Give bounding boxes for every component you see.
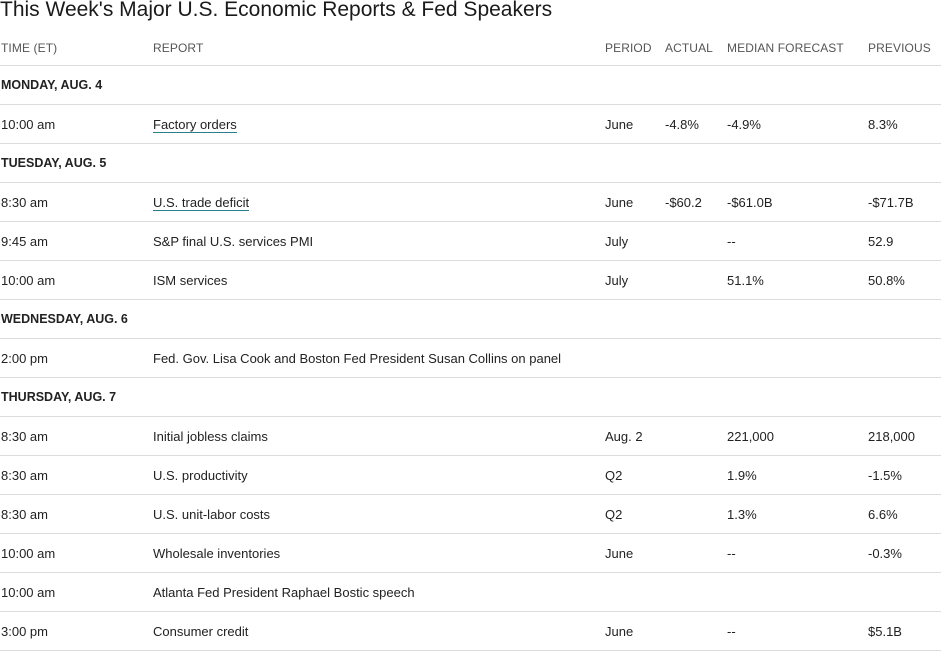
period-cell: June — [604, 534, 664, 573]
actual-cell — [664, 573, 726, 612]
table-row — [0, 534, 941, 573]
day-header-row — [0, 378, 941, 417]
time-cell: 8:30 am — [0, 495, 152, 534]
period-cell: June — [604, 183, 664, 222]
time-cell: 10:00 am — [0, 534, 152, 573]
table-row — [0, 417, 941, 456]
actual-cell — [664, 495, 726, 534]
median-forecast-cell: 1.3% — [726, 495, 867, 534]
report-cell: S&P final U.S. services PMI — [152, 222, 604, 261]
median-forecast-cell: -- — [726, 534, 867, 573]
median-forecast-cell: 51.1% — [726, 261, 867, 300]
time-cell: 8:30 am — [0, 183, 152, 222]
period-cell: Aug. 2 — [604, 417, 664, 456]
table-row — [0, 495, 941, 534]
day-header-row — [0, 66, 941, 105]
period-cell: Q2 — [604, 456, 664, 495]
time-cell: 10:00 am — [0, 105, 152, 144]
column-header-report: REPORT — [152, 31, 604, 66]
column-header-median-forecast: MEDIAN FORECAST — [726, 31, 867, 66]
report-cell: ISM services — [152, 261, 604, 300]
day-header-row — [0, 144, 941, 183]
period-cell — [604, 339, 664, 378]
median-forecast-cell — [726, 339, 867, 378]
day-label: WEDNESDAY, AUG. 6 — [0, 300, 941, 339]
page-title: This Week's Major U.S. Economic Reports & Fed Speakers — [0, 0, 553, 21]
report-link[interactable]: U.S. trade deficit — [153, 194, 250, 210]
previous-cell: -0.3% — [867, 534, 941, 573]
period-cell: July — [604, 222, 664, 261]
table-header-row — [0, 31, 941, 66]
time-cell: 3:00 pm — [0, 612, 152, 651]
previous-cell — [867, 573, 941, 612]
report-cell: U.S. unit-labor costs — [152, 495, 604, 534]
report-cell: Atlanta Fed President Raphael Bostic speech — [152, 573, 604, 612]
column-header-actual: ACTUAL — [664, 31, 726, 66]
period-cell — [604, 573, 664, 612]
table-row — [0, 183, 941, 222]
day-label: TUESDAY, AUG. 5 — [0, 144, 941, 183]
time-cell: 2:00 pm — [0, 339, 152, 378]
actual-cell — [664, 612, 726, 651]
time-cell: 10:00 am — [0, 573, 152, 612]
time-cell: 10:00 am — [0, 261, 152, 300]
median-forecast-cell: 1.9% — [726, 456, 867, 495]
median-forecast-cell: 221,000 — [726, 417, 867, 456]
previous-cell: -$71.7B — [867, 183, 941, 222]
report-cell: U.S. productivity — [152, 456, 604, 495]
table-row — [0, 222, 941, 261]
period-cell: June — [604, 612, 664, 651]
actual-cell — [664, 417, 726, 456]
table-body — [0, 66, 941, 651]
day-header-row — [0, 300, 941, 339]
economic-calendar-table — [0, 31, 941, 651]
actual-cell — [664, 261, 726, 300]
column-header-time: TIME (ET) — [0, 31, 152, 66]
median-forecast-cell — [726, 573, 867, 612]
actual-cell: -$60.2 — [664, 183, 726, 222]
table-row — [0, 573, 941, 612]
day-label: THURSDAY, AUG. 7 — [0, 378, 941, 417]
previous-cell: 6.6% — [867, 495, 941, 534]
previous-cell: 8.3% — [867, 105, 941, 144]
report-link[interactable]: Factory orders — [153, 116, 237, 132]
column-header-period: PERIOD — [604, 31, 664, 66]
previous-cell: 218,000 — [867, 417, 941, 456]
previous-cell: 50.8% — [867, 261, 941, 300]
time-cell: 8:30 am — [0, 456, 152, 495]
report-cell — [152, 183, 604, 222]
column-header-previous: PREVIOUS — [867, 31, 941, 66]
table-row — [0, 339, 941, 378]
previous-cell — [867, 339, 941, 378]
median-forecast-cell: -4.9% — [726, 105, 867, 144]
actual-cell: -4.8% — [664, 105, 726, 144]
table-row — [0, 105, 941, 144]
time-cell: 8:30 am — [0, 417, 152, 456]
actual-cell — [664, 456, 726, 495]
period-cell: July — [604, 261, 664, 300]
table-row — [0, 456, 941, 495]
median-forecast-cell: -- — [726, 222, 867, 261]
actual-cell — [664, 339, 726, 378]
report-cell: Initial jobless claims — [152, 417, 604, 456]
period-cell: Q2 — [604, 495, 664, 534]
time-cell: 9:45 am — [0, 222, 152, 261]
actual-cell — [664, 222, 726, 261]
previous-cell: $5.1B — [867, 612, 941, 651]
table-row — [0, 612, 941, 651]
median-forecast-cell: -$61.0B — [726, 183, 867, 222]
table-row — [0, 261, 941, 300]
previous-cell: 52.9 — [867, 222, 941, 261]
previous-cell: -1.5% — [867, 456, 941, 495]
report-cell — [152, 105, 604, 144]
report-cell: Consumer credit — [152, 612, 604, 651]
actual-cell — [664, 534, 726, 573]
report-cell: Wholesale inventories — [152, 534, 604, 573]
period-cell: June — [604, 105, 664, 144]
report-cell: Fed. Gov. Lisa Cook and Boston Fed President Susan Collins on panel — [152, 339, 604, 378]
day-label: MONDAY, AUG. 4 — [0, 66, 941, 105]
median-forecast-cell: -- — [726, 612, 867, 651]
